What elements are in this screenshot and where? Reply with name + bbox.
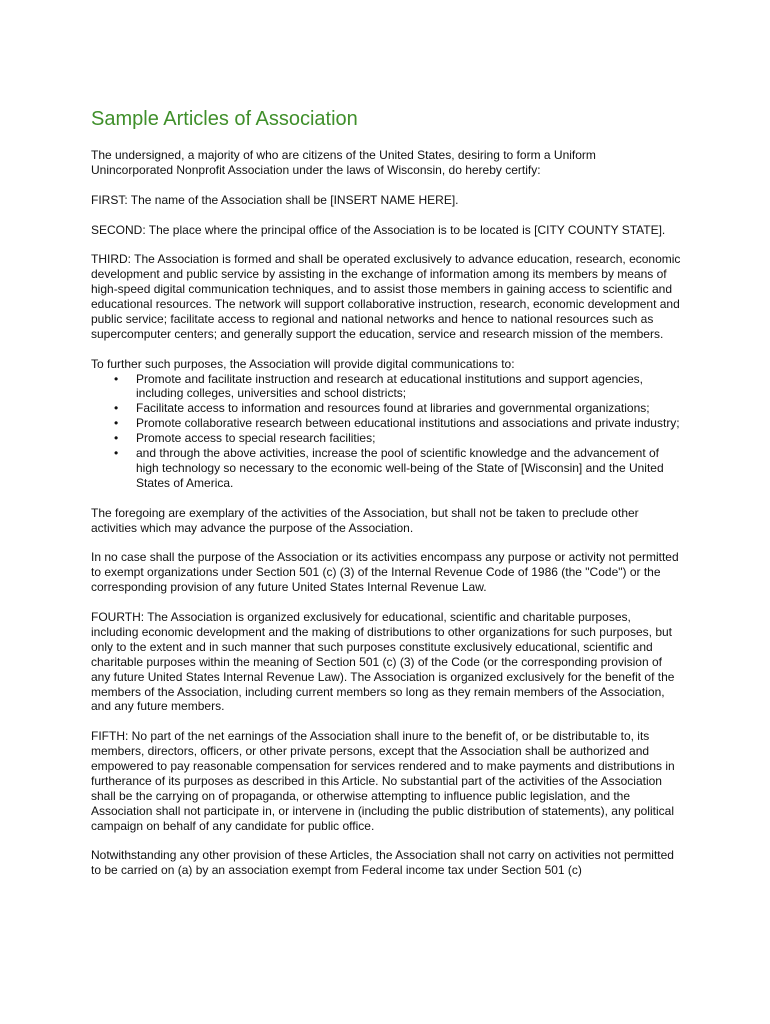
article-fourth: FOURTH: The Association is organized exclusively for educational, scientific and charitable purposes, including economic development and the making of distributions to other organizations for such purposes, but only to the extent and in such manner that such purposes constitute exclusively educational, scientific and charitable purposes within the meaning of Section 501 (c) (3) of the Code (or the corresponding provision of any future United States Internal Revenue Law). The Association is organized exclusively for the benefit of the members of the Association, including current members so long as they remain members of the Association, and any future members. <box>91 609 675 714</box>
bullet-icon: • <box>114 431 119 446</box>
purposes-list <box>91 372 681 491</box>
list-item-text: Promote and facilitate instruction and research at educational institutions and support agencies, including colleges, universities and school districts; <box>136 371 643 401</box>
list-item-text: Promote collaborative research between educational institutions and associations and private industry; <box>136 416 680 431</box>
article-second: SECOND: The place where the principal office of the Association is to be located is [CITY COUNTY STATE]. <box>91 222 666 237</box>
document-page <box>91 104 681 893</box>
list-item-text: and through the above activities, increase the pool of scientific knowledge and the advancement of high technology so necessary to the economic well-being of the State of [Wisconsin] and the United States of America. <box>136 446 664 490</box>
bullet-icon: • <box>114 401 119 416</box>
purposes-intro: To further such purposes, the Association will provide digital communications to: <box>91 356 515 371</box>
article-first: FIRST: The name of the Association shall be [INSERT NAME HERE]. <box>91 192 459 207</box>
list-item-text: Facilitate access to information and resources found at libraries and governmental organizations; <box>136 401 650 416</box>
exemplary-paragraph: The foregoing are exemplary of the activities of the Association, but shall not be taken to preclude other activities which may advance the purpose of the Association. <box>91 505 639 535</box>
list-item <box>91 446 681 491</box>
no-case-paragraph: In no case shall the purpose of the Association or its activities encompass any purpose or activity not permitted to exempt organizations under Section 501 (c) (3) of the Internal Revenue Code of 1986 (the "Code") or the corresponding provision of any future United States Internal Revenue Law. <box>91 550 679 595</box>
article-fifth: FIFTH: No part of the net earnings of the Association shall inure to the benefit of, or be distributable to, its members, directors, officers, or other private persons, except that the Association shall be authorized and empowered to pay reasonable compensation for services rendered and to make payments and distributions in furtherance of its purposes as described in this Article. No substantial part of the activities of the Association shall be the carrying on of propaganda, or otherwise attempting to influence public legislation, and the Association shall not participate in, or intervene in (including the public distribution of statements), any political campaign on behalf of any candidate for public office. <box>91 729 675 833</box>
list-item <box>91 431 681 446</box>
intro-paragraph: The undersigned, a majority of who are citizens of the United States, desiring to form a Uniform Unincorporated Nonprofit Association under the laws of Wisconsin, do hereby certify: <box>91 148 596 177</box>
bullet-icon: • <box>114 446 119 461</box>
bullet-icon: • <box>114 416 119 431</box>
list-item <box>91 401 681 416</box>
list-item <box>91 416 681 431</box>
document-title: Sample Articles of Association <box>91 108 358 130</box>
bullet-icon: • <box>114 371 119 386</box>
notwithstanding-paragraph: Notwithstanding any other provision of these Articles, the Association shall not carry on activities not permitted to be carried on (a) by an association exempt from Federal income tax under Section 501 (c) <box>91 848 674 878</box>
article-third: THIRD: The Association is formed and shall be operated exclusively to advance education, research, economic development and public service by assisting in the exchange of information among its members by means of high-speed digital communication techniques, and to assist those members in gaining access to scientific and educational resources. The network will support collaborative instruction, research, economic development and public service; facilitate access to regional and national networks and hence to national resources such as supercomputer centers; and generally support the education, service and research mission of the members. <box>91 252 681 341</box>
list-item <box>91 372 681 402</box>
list-item-text: Promote access to special research facilities; <box>136 431 376 446</box>
